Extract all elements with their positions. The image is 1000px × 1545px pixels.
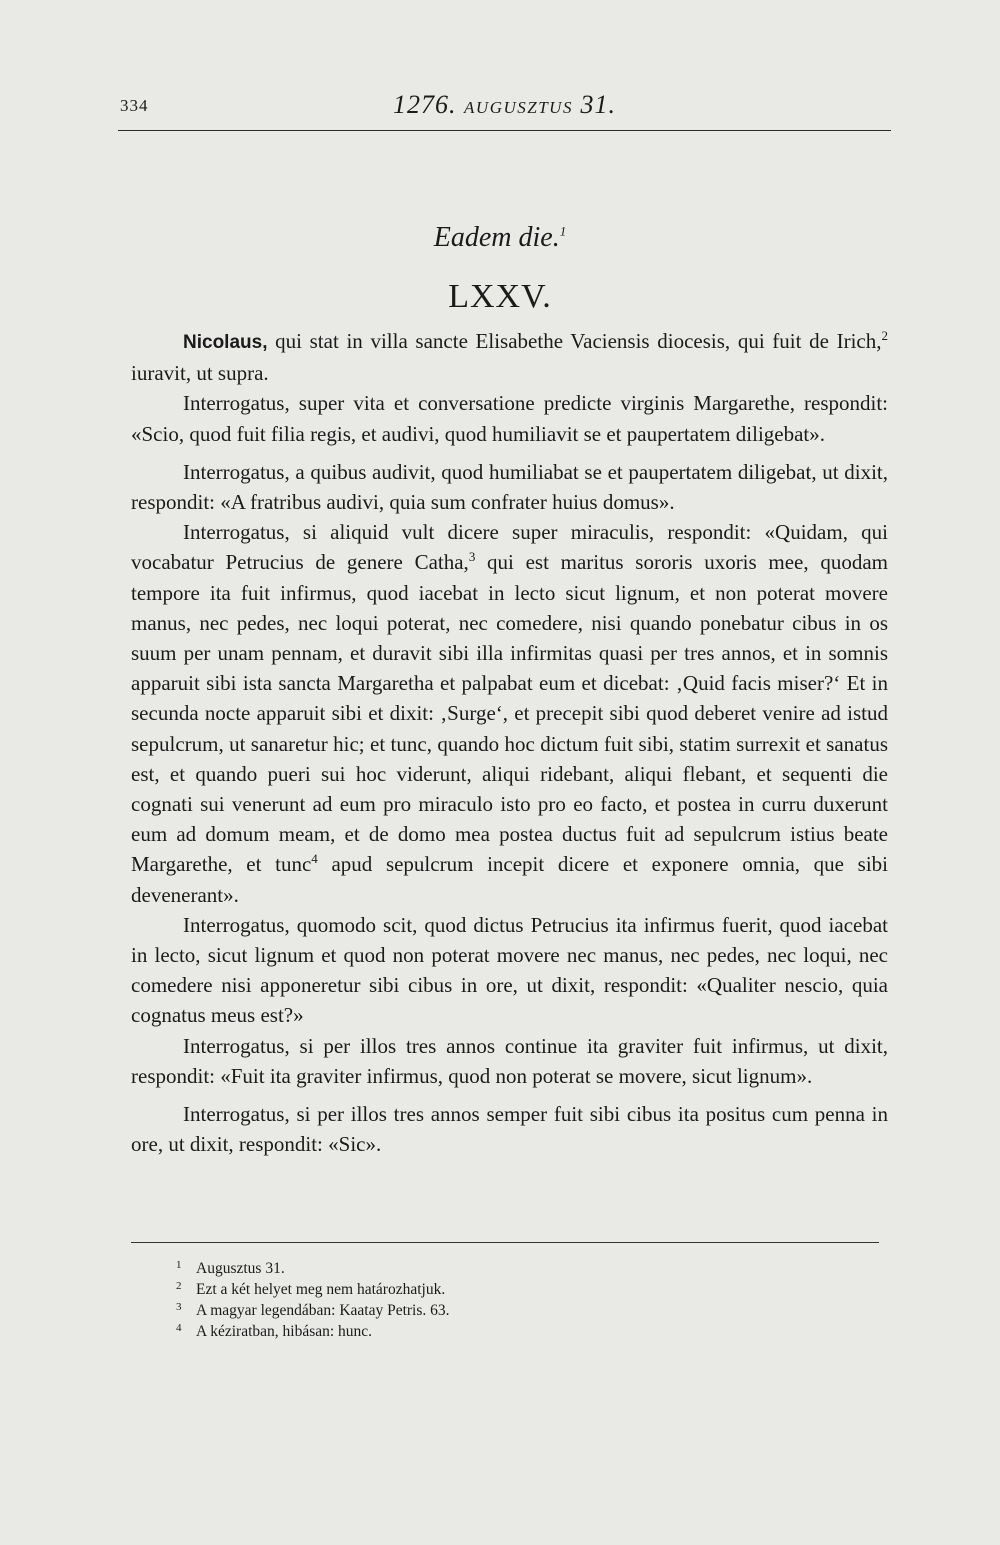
footnotes: [176, 1258, 776, 1342]
footnote-text: Ezt a két helyet meg nem határozhatjuk.: [196, 1281, 446, 1298]
footnote-ref-1: 1: [559, 223, 567, 239]
paragraph-2: Interrogatus, super vita et conversatione predicte virginis Margarethe, respondit: «Scio, quod fuit filia regis, et audivi, quod humiliavit se et paupertatem diligebat».: [131, 391, 888, 446]
running-head-day: 31.: [580, 90, 616, 119]
paragraph-6: Interrogatus, si per illos tres annos continue ita graviter fuit infirmus, ut dixit, respondit: «Fuit ita graviter infirmus, quod non poterat se movere, sicut lignum».: [131, 1033, 888, 1088]
page-header: [118, 86, 891, 131]
paragraph-7: Interrogatus, si per illos tres annos semper fuit sibi cibus ita positus cum penna in ore, ut dixit, respondit: «Sic».: [131, 1102, 888, 1157]
witness-name: Nicolaus,: [183, 332, 268, 353]
paragraph-4-text-b: qui est maritus sororis uxoris mee, quodam tempore ita fuit infirmus, quod iacebat in lecto sicut lignum, et non poterat movere manus, nec pedes, nec loqui poterat, nec comedere, nisi quando ponebatur cibus in os suum per unam pennam, et duravit sibi illa infirmitas quasi per tres annos, et in somnis apparuit sibi ista sancta Margaretha et palpabat eum et dicebat: ‚Quid facis miser?‘ Et in secunda nocte apparuit sibi et dixit: ‚Surge‘, et precepit sibi quod deberet venire ad istud sepulcrum, ut sanaretur hic; et tunc, quando hoc dictum fuit sibi, statim surrexit et sanatus est, et quando pueri sui hoc viderunt, aliqui ridebant, aliqui flebant, et sequenti die cognati sui venerunt ad eum pro miraculo isto pro eo facto, et postea in curru duxerunt eum ad domum meam, et de domo mea postea ductus fuit ad sepulcrum istius beate Margarethe, et tunc: [131, 550, 888, 877]
section-date-heading: [0, 222, 1000, 254]
footnote-3: [176, 1300, 776, 1321]
footnote-ref-3: 3: [468, 549, 476, 565]
running-head-month: AUGUSZTUS: [464, 98, 573, 117]
footnote-mark: 1: [176, 1259, 182, 1271]
footnote-divider: [131, 1242, 879, 1243]
footnote-text: A kéziratban, hibásan: hunc.: [196, 1323, 373, 1340]
paragraph-4: [131, 517, 888, 910]
footnote-ref-2: 2: [881, 328, 888, 343]
footnote-1: [176, 1258, 776, 1279]
footnote-text: A magyar legendában: Kaatay Petris. 63.: [196, 1302, 450, 1319]
paragraph-3: Interrogatus, a quibus audivit, quod humiliabat se et paupertatem diligebat, ut dixit, respondit: «A fratribus audivi, quia sum confrater huius domus».: [131, 459, 888, 515]
footnote-4: [176, 1321, 776, 1342]
footnote-2: [176, 1279, 776, 1300]
body-text: [131, 326, 888, 1159]
footnote-mark: 2: [176, 1280, 182, 1292]
paragraph-1-text-a: qui stat in villa sancte Elisabethe Vaciensis diocesis, qui fuit de Irich,: [267, 329, 882, 353]
running-head: [118, 90, 891, 120]
page-number: 334: [120, 96, 149, 115]
section-number: LXXV.: [448, 278, 552, 315]
paragraph-4-text-a: Interrogatus, si aliquid vult dicere super miraculis, respondit: «Quidam, qui vocabatur Petrucius de genere Catha,: [131, 520, 888, 575]
footnote-text: Augusztus 31.: [196, 1260, 285, 1277]
footnote-mark: 4: [176, 1322, 182, 1334]
paragraph-1: [131, 326, 888, 388]
running-head-year: 1276.: [393, 90, 457, 119]
paragraph-4-text-c: apud sepulcrum incepit dicere et exponere omnia, que sibi devenerant».: [131, 852, 888, 907]
section-date-text: Eadem die.: [433, 222, 560, 253]
paragraph-1-text-b: iuravit, ut supra.: [131, 361, 269, 386]
footnote-ref-4: 4: [311, 851, 318, 867]
paragraph-5: Interrogatus, quomodo scit, quod dictus Petrucius ita infirmus fuerit, quod iacebat in lecto, sicut lignum et quod non poterat movere nec manus, nec pedes, nec loqui, nec comedere nisi apponeretur sibi cibus in ore, ut dixit, respondit: «Qualiter nescio, quia cognatus meus est?»: [131, 912, 888, 1028]
footnote-mark: 3: [176, 1301, 182, 1313]
